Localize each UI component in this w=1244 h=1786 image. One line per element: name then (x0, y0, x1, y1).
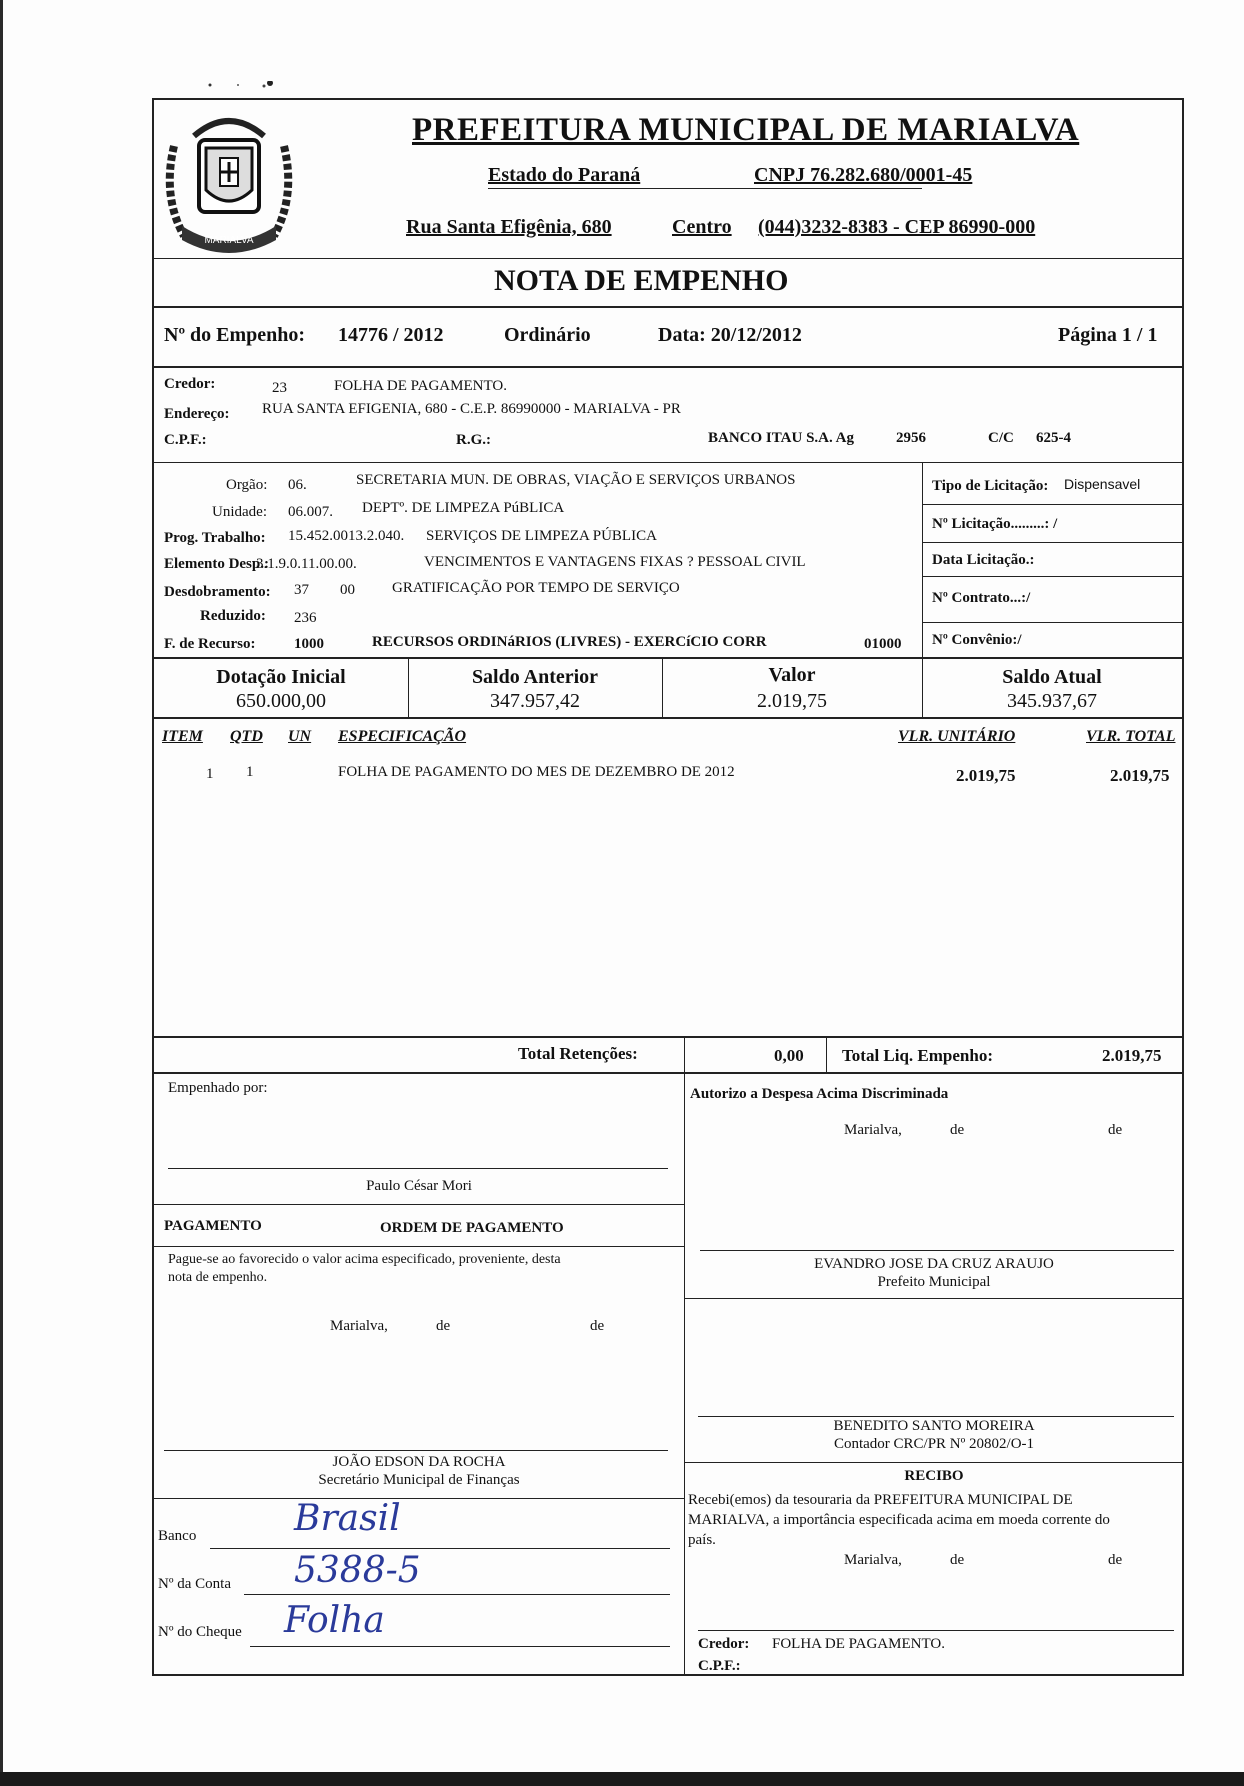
row-spec: FOLHA DE PAGAMENTO DO MES DE DEZEMBRO DE 2012 (338, 764, 735, 780)
secretario-name: JOÃO EDSON DA ROCHA (332, 1454, 506, 1470)
col-header-total-value: VLR. TOTAL (1086, 728, 1176, 745)
recibo-credor-label: Credor: (698, 1636, 750, 1652)
row-total-value: 2.019,75 (1110, 766, 1170, 785)
desdobramento-label: Desdobramento: (164, 584, 271, 600)
state-underline (488, 188, 922, 189)
liquid-value: 2.019,75 (1102, 1046, 1162, 1065)
svg-text:MARIALVA: MARIALVA (204, 235, 254, 246)
col-header-qtd: QTD (230, 728, 263, 745)
row-unit-value: 2.019,75 (956, 766, 1016, 785)
prog-label: Prog. Trabalho: (164, 530, 266, 546)
conta-handwritten: 5388-5 (294, 1550, 421, 1591)
credor-label: Credor: (164, 376, 216, 392)
recibo-cpf-label: C.P.F.: (698, 1658, 741, 1674)
empenho-number-label: Nº do Empenho: (164, 324, 306, 346)
licitacao-type-label: Tipo de Licitação: (932, 478, 1049, 494)
autorizo-place: Marialva, (844, 1122, 902, 1138)
autorizo-de-1: de (950, 1122, 965, 1138)
pague-place: Marialva, (330, 1318, 388, 1334)
col-header-un: UN (288, 728, 312, 745)
cpf-label: C.P.F.: (164, 432, 207, 448)
credor-address: RUA SANTA EFIGENIA, 680 - C.E.P. 86990000 - MARIALVA - PR (262, 401, 681, 417)
recibo-de-2: de (1108, 1552, 1123, 1568)
scan-border-left (0, 0, 3, 1786)
recibo-de-1: de (950, 1552, 965, 1568)
bank-name: BANCO ITAU S.A. Ag (708, 430, 854, 446)
desdobramento-code-1: 37 (294, 582, 309, 598)
recibo-text-line-2: MARIALVA, a importância especificada acima em moeda corrente do (688, 1512, 1110, 1528)
banco-label: Banco (158, 1528, 197, 1544)
row-item: 1 (206, 766, 214, 782)
document-type-title: NOTA DE EMPENHO (494, 264, 789, 297)
pagamento-label: PAGAMENTO (164, 1218, 262, 1234)
dotacao-label: Dotação Inicial (216, 666, 346, 688)
recurso-code: 1000 (294, 636, 324, 652)
recurso-name: RECURSOS ORDINáRIOS (LIVRES) - EXERCíCIO CORR (372, 634, 767, 650)
recurso-label: F. de Recurso: (164, 636, 256, 652)
municipal-coat-of-arms (154, 106, 304, 264)
phone-cep: (044)3232-8383 - CEP 86990-000 (758, 216, 1036, 238)
cnpj: CNPJ 76.282.680/0001-45 (754, 164, 973, 186)
licitacao-number: Nº Licitação.........: / (932, 516, 1058, 532)
page-title: PREFEITURA MUNICIPAL DE MARIALVA (412, 112, 1080, 148)
row-qtd: 1 (246, 764, 254, 780)
conta-label: Nº da Conta (158, 1576, 231, 1592)
empenhado-label: Empenhado por: (168, 1080, 268, 1096)
col-header-spec: ESPECIFICAÇÃO (338, 728, 467, 745)
empenho-number: 14776 / 2012 (338, 324, 444, 346)
contador-name: BENEDITO SANTO MOREIRA (833, 1418, 1035, 1434)
pague-text-line-2: nota de empenho. (168, 1270, 268, 1285)
empenho-type: Ordinário (504, 324, 591, 346)
empenhado-name: Paulo César Mori (366, 1178, 472, 1194)
desdobramento-code-2: 00 (340, 582, 355, 598)
orgao-label: Orgão: (226, 477, 268, 493)
page-number: Página 1 / 1 (1058, 324, 1158, 346)
orgao-name: SECRETARIA MUN. DE OBRAS, VIAÇÃO E SERVIÇOS URBANOS (356, 472, 796, 488)
rg-label: R.G.: (456, 432, 491, 448)
empenho-date: Data: 20/12/2012 (658, 324, 802, 346)
recibo-text-line-3: país. (688, 1532, 716, 1548)
banco-handwritten: Brasil (294, 1498, 401, 1539)
prefeito-title: Prefeito Municipal (877, 1274, 991, 1290)
autorizo-text: Autorizo a Despesa Acima Discriminada (690, 1086, 949, 1102)
scan-speck (208, 76, 278, 82)
contrato-number: Nº Contrato...:/ (932, 590, 1031, 606)
elemento-name: VENCIMENTOS E VANTAGENS FIXAS ? PESSOAL CIVIL (424, 554, 806, 570)
cc-label: C/C (988, 430, 1014, 446)
saldo-atual-value: 345.937,67 (1007, 690, 1097, 712)
reduzido-label: Reduzido: (200, 608, 266, 624)
valor-label: Valor (768, 664, 816, 686)
col-header-unit-value: VLR. UNITÁRIO (898, 728, 1016, 745)
recibo-text-line-1: Recebi(emos) da tesouraria da PREFEITURA MUNICIPAL DE (688, 1492, 1073, 1508)
recibo-credor-name: FOLHA DE PAGAMENTO. (772, 1636, 945, 1652)
nota-de-empenho-document (152, 98, 1184, 1676)
ordem-pagamento-label: ORDEM DE PAGAMENTO (380, 1220, 564, 1236)
unidade-name: DEPTº. DE LIMPEZA PúBLICA (362, 500, 565, 516)
liquid-label: Total Liq. Empenho: (842, 1046, 993, 1065)
saldo-atual-label: Saldo Atual (1002, 666, 1102, 688)
valor-value: 2.019,75 (757, 690, 827, 712)
col-header-item: ITEM (162, 728, 203, 745)
contador-title: Contador CRC/PR Nº 20802/O-1 (833, 1436, 1035, 1452)
reduzido-value: 236 (294, 610, 317, 626)
saldo-anterior-label: Saldo Anterior (471, 666, 599, 688)
cheque-handwritten: Folha (284, 1600, 385, 1641)
credor-code: 23 (272, 380, 287, 396)
retencoes-value: 0,00 (774, 1046, 804, 1065)
elemento-code: 3.1.9.0.11.00.00. (256, 556, 357, 572)
orgao-code: 06. (288, 477, 307, 493)
prog-name: SERVIÇOS DE LIMPEZA PÚBLICA (426, 528, 657, 544)
licitacao-date: Data Licitação.: (932, 552, 1035, 568)
licitacao-type-value: Dispensavel (1064, 476, 1141, 492)
recibo-label: RECIBO (904, 1468, 964, 1484)
recibo-place: Marialva, (844, 1552, 902, 1568)
retencoes-label: Total Retenções: (518, 1044, 638, 1063)
address-label: Endereço: (164, 406, 230, 422)
autorizo-de-2: de (1108, 1122, 1123, 1138)
street-address: Rua Santa Efigênia, 680 (406, 216, 612, 238)
convenio-number: Nº Convênio:/ (932, 632, 1022, 648)
cc-number: 625-4 (1036, 430, 1071, 446)
dotacao-value: 650.000,00 (236, 690, 326, 712)
prog-code: 15.452.0013.2.040. (288, 528, 405, 544)
pague-de-2: de (590, 1318, 605, 1334)
district: Centro (672, 216, 732, 238)
cheque-label: Nº do Cheque (158, 1624, 242, 1640)
credor-name: FOLHA DE PAGAMENTO. (334, 378, 507, 394)
state-name: Estado do Paraná (488, 164, 641, 186)
unidade-code: 06.007. (288, 504, 333, 520)
scan-border-bottom (0, 1772, 1244, 1786)
pague-text-line-1: Pague-se ao favorecido o valor acima especificado, proveniente, desta (168, 1252, 561, 1267)
elemento-label: Elemento Desp.: (164, 556, 269, 572)
secretario-title: Secretário Municipal de Finanças (318, 1472, 520, 1488)
saldo-anterior-value: 347.957,42 (490, 690, 580, 712)
pague-de-1: de (436, 1318, 451, 1334)
bank-agency: 2956 (896, 430, 926, 446)
unidade-label: Unidade: (212, 504, 267, 520)
prefeito-name: EVANDRO JOSE DA CRUZ ARAUJO (814, 1256, 1054, 1272)
desdobramento-name: GRATIFICAÇÃO POR TEMPO DE SERVIÇO (392, 580, 680, 596)
recurso-sub-code: 01000 (864, 636, 902, 652)
